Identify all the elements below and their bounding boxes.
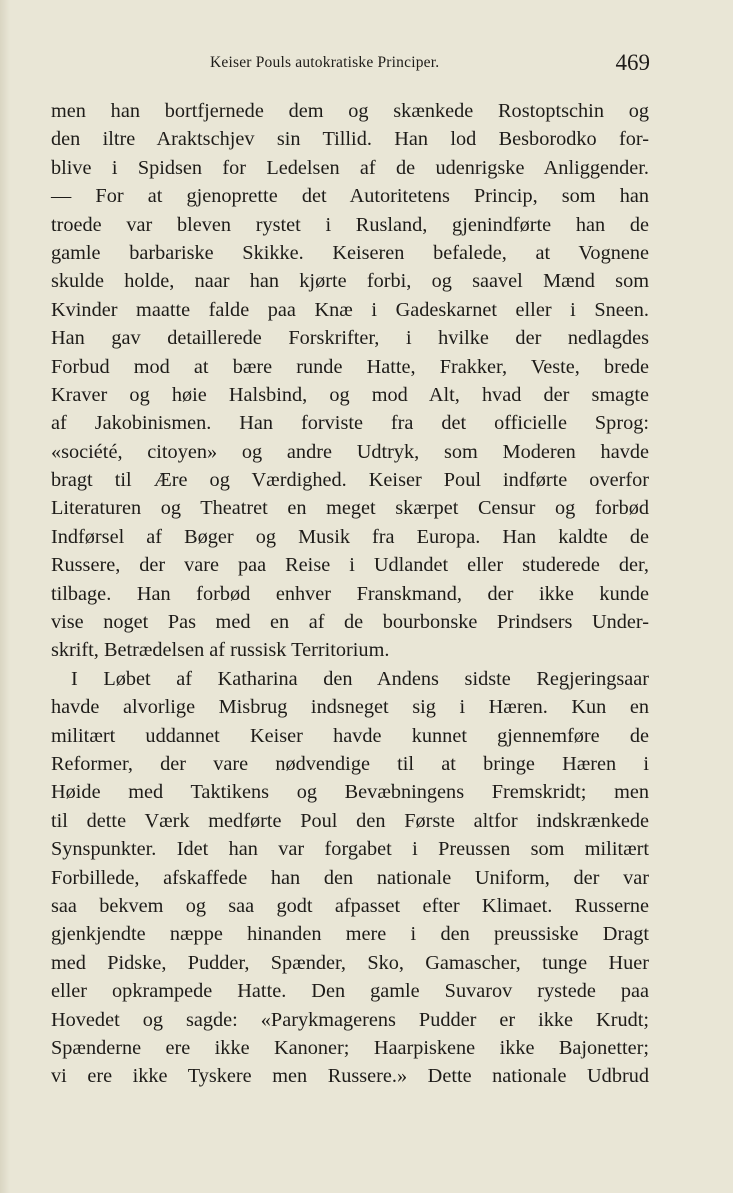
text-line: blive i Spidsen for Ledelsen af de udenrigske Anliggender.: [51, 156, 649, 179]
text-line: havde alvorlige Misbrug indsneget sig i Hæren. Kun en: [51, 696, 649, 719]
text-line: Forbillede, afskaffede han den nationale Uniform, der var: [51, 866, 649, 889]
text-line: men han bortfjernede dem og skænkede Rostoptschin og: [51, 100, 649, 122]
text-line: til dette Værk medførte Poul den Første altfor indskrænkede: [51, 809, 649, 832]
text-line: skulde holde, naar han kjørte forbi, og saavel Mænd som: [51, 270, 649, 293]
text-line: eller opkrampede Hatte. Den gamle Suvarov rystede paa: [51, 980, 649, 1003]
text-line: bragt til Ære og Værdighed. Keiser Poul indførte overfor: [51, 469, 649, 492]
running-title: Keiser Pouls autokratiske Principer.: [210, 54, 440, 71]
text-line: — For at gjenoprette det Autoritetens Princip, som han: [51, 185, 649, 208]
text-line: Russere, der vare paa Reise i Udlandet eller studerede der,: [51, 554, 649, 577]
text-line: Kraver og høie Halsbind, og mod Alt, hvad der smagte: [51, 383, 649, 406]
text-line: den iltre Araktschjev sin Tillid. Han lod Besborodko for-: [51, 128, 649, 151]
running-head: [50, 50, 650, 80]
body-text: [51, 97, 649, 1091]
text-line: troede var bleven rystet i Rusland, gjenindførte han de: [51, 213, 649, 236]
text-line: Reformer, der vare nødvendige til at bringe Hæren i: [51, 752, 649, 775]
text-line: saa bekvem og saa godt afpasset efter Klimaet. Russerne: [51, 894, 649, 917]
text-line: gjenkjendte næppe hinanden mere i den preussiske Dragt: [51, 923, 649, 946]
page-edge-shadow: [0, 0, 10, 1193]
text-line: vise noget Pas med en af de bourbonske Prindsers Under-: [51, 611, 649, 634]
text-line: Kvinder maatte falde paa Knæ i Gadeskarnet eller i Sneen.: [51, 298, 649, 321]
text-line: militært uddannet Keiser havde kunnet gjennemføre de: [51, 724, 649, 747]
text-line-paragraph-start: I Løbet af Katharina den Andens sidste Regjeringsaar: [71, 667, 649, 690]
text-line: Hovedet og sagde: «Parykmagerens Pudder er ikke Krudt;: [51, 1008, 649, 1031]
text-line-paragraph-end: skrift, Betrædelsen af russisk Territorium.: [51, 639, 390, 662]
page-number: 469: [615, 50, 650, 75]
text-line: Han gav detaillerede Forskrifter, i hvilke der nedlagdes: [51, 327, 649, 350]
text-line: Høide med Taktikens og Bevæbningens Fremskridt; men: [51, 781, 649, 804]
text-line: gamle barbariske Skikke. Keiseren befalede, at Vognene: [51, 241, 649, 264]
text-line: Synspunkter. Idet han var forgabet i Preussen som militært: [51, 838, 649, 861]
text-line: af Jakobinismen. Han forviste fra det officielle Sprog:: [51, 412, 649, 435]
text-line: vi ere ikke Tyskere men Russere.» Dette nationale Udbrud: [51, 1065, 649, 1088]
text-line: Spænderne ere ikke Kanoner; Haarpiskene ikke Bajonetter;: [51, 1036, 649, 1059]
text-line: Forbud mod at bære runde Hatte, Frakker, Veste, brede: [51, 355, 649, 378]
text-line: tilbage. Han forbød enhver Franskmand, der ikke kunde: [51, 582, 649, 605]
text-line: Literaturen og Theatret en meget skærpet Censur og forbød: [51, 497, 649, 520]
text-line: Indførsel af Bøger og Musik fra Europa. Han kaldte de: [51, 525, 649, 548]
text-line: med Pidske, Pudder, Spænder, Sko, Gamascher, tunge Huer: [51, 951, 649, 974]
text-line: «société, citoyen» og andre Udtryk, som Moderen havde: [51, 440, 649, 463]
